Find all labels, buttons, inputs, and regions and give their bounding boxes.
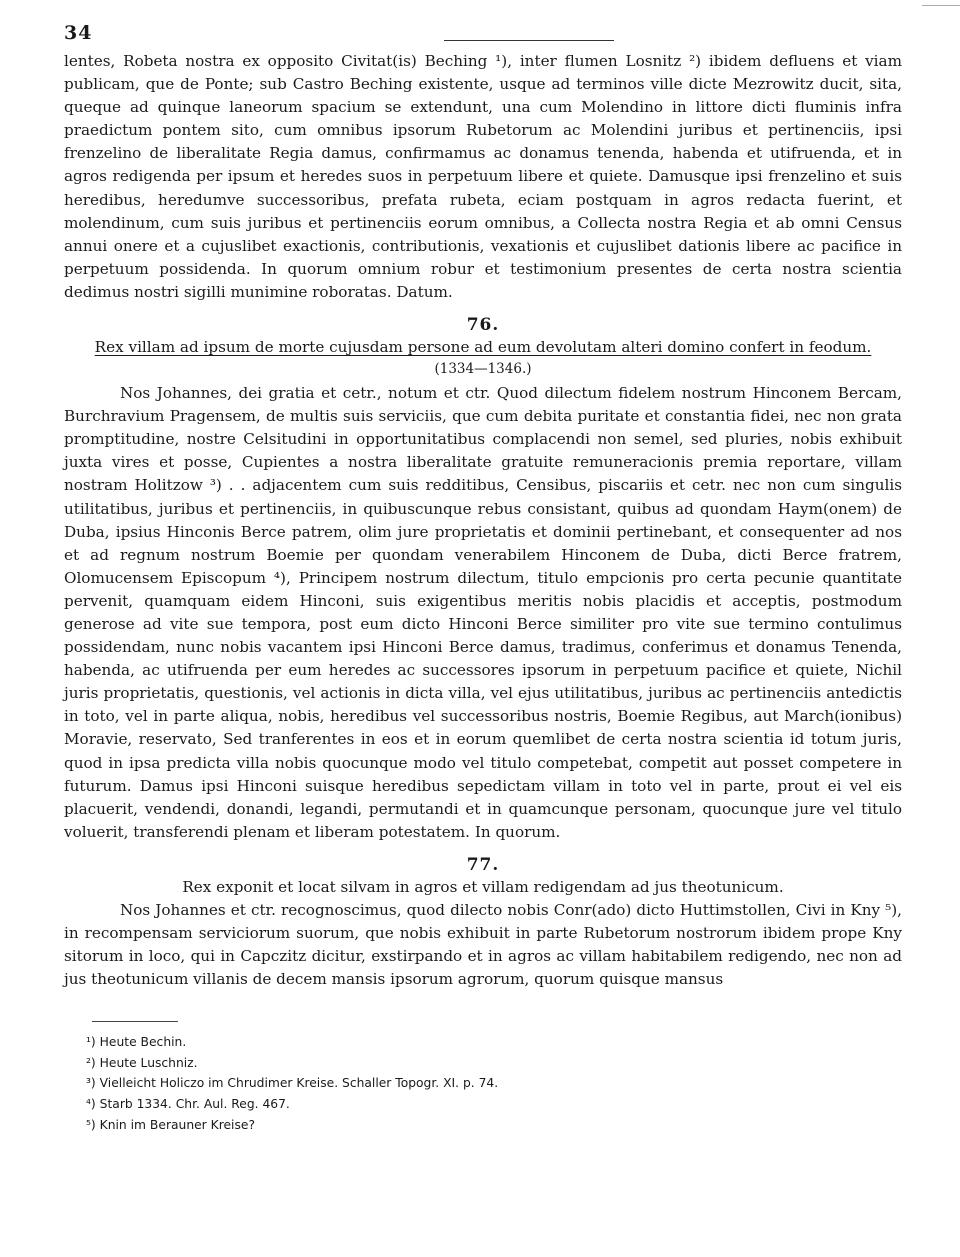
- footnote-mark: ³): [86, 1076, 96, 1091]
- footnote-text: Heute Luschniz.: [99, 1055, 198, 1070]
- corner-rule: [922, 5, 960, 6]
- footnote-rule: [92, 1021, 178, 1022]
- document-date: (1334—1346.): [434, 361, 532, 378]
- footnote-mark: ¹): [86, 1035, 96, 1050]
- footnote: [64, 1053, 902, 1074]
- document-76: [64, 314, 902, 844]
- document-regest: Rex villam ad ipsum de morte cujusdam persone ad eum devolutam alteri domino confert in feodum.: [94, 338, 872, 357]
- header-rule: [444, 40, 614, 41]
- footnote: [64, 1032, 902, 1053]
- document-text: Nos Johannes et ctr. recognoscimus, quod dilecto nobis Conr(ado) dicto Huttimstollen, Civi in Kny ⁵), in recompensam serviciorum suorum, que nobis exhibuit in parte Rubetorum nostrorum ibidem prope Kny sitorum in loco, qui in Capczitz dicitur, exstirpando et in agros ac villam habitabilem redigendo, nec non ad jus theotunicum villanis de decem mansis ipsorum agrorum, quorum quisque mansus: [64, 900, 902, 989]
- document-77: [64, 854, 902, 991]
- document-number: 77.: [466, 854, 500, 875]
- footnotes: [64, 1032, 902, 1135]
- document-text: Nos Johannes, dei gratia et cetr., notum et ctr. Quod dilectum fidelem nostrum Hinconem Bercam, Burchravium Pragensem, de multis suis serviciis, que cum debita puritate et constantia fidei, nec non grata promptitudine, nostre Celsitudini in opportunitatibus complacendi non semel, sed pluries, nobis exhibuit juxta vires et posse, Cupientes a nostra liberalitate gratuite remuneracionis premia reportare, villam nostram Holitzow ³) . . adjacentem cum suis redditibus, Censibus, piscariis et cetr. nec non cum singulis utilitatibus, juribus et pertinenciis, in quibuscunque rebus consistant, quibus ad quondam Haym(onem) de Duba, ipsius Hinconis Berce patrem, olim jure proprietatis et dominii pertinebant, et consequenter ad nos et ad regnum nostrum Boemie per quondam venerabilem Hinconem de Duba, dicti Berce fratrem, Olomucensem Episcopum ⁴), Principem nostrum dilectum, titulo empcionis pro certa pecunie quantitate pervenit, quamquam eidem Hinconi, suis exigentibus meritis nobis placidis et acceptis, postmodum generose ad vite sue tempora, post eum dicto Hinconi Berce similiter pro vite sue termino contulimus possidendam, nunc nobis vacantem ipsi Hinconi Berce damus, tradimus, conferimus et donamus Tenenda, habenda, ac utifruenda per eum heredes ac successores ipsorum in perpetuum pacifice et quiete, Nichil juris proprietatis, questionis, vel actionis in dicta villa, vel ejus utilitatibus, juribus ac pertinenciis antedictis in toto, vel in parte aliqua, nobis, heredibus vel successoribus nostris, Boemie Regibus, aut March(ionibus) Moravie, reservato, Sed tranferentes in eos et in eorum quemlibet de certa nostra scientia id totum juris, quod in ipsa predicta villa nobis quocunque modo vel titulo competebat, competit aut posset competere in futurum. Damus ipsi Hinconi suisque heredibus sepedictam villam in toto vel in parte, prout ei vel eis placuerit, vendendi, donandi, legandi, permutandi et in quamcunque personam, quocunque jure vel titulo voluerit, transferendi plenam et liberam potestatem. In quorum.: [64, 384, 902, 841]
- footnote-mark: ⁵): [86, 1117, 96, 1132]
- footnote-text: Heute Bechin.: [99, 1035, 187, 1050]
- footnote: [64, 1094, 902, 1115]
- footnote: [64, 1073, 902, 1094]
- footnote-text: Vielleicht Holiczo im Chrudimer Kreise. Schaller Topogr. XI. p. 74.: [99, 1076, 499, 1091]
- document-regest: Rex exponit et locat silvam in agros et villam redigendam ad jus theotunicum.: [182, 877, 784, 896]
- page-header: [64, 18, 902, 50]
- footnote-text: Starb 1334. Chr. Aul. Reg. 467.: [99, 1097, 290, 1112]
- footnote: [64, 1115, 902, 1136]
- footnote-text: Knin im Berauner Kreise?: [99, 1117, 255, 1132]
- page-number: 34: [64, 22, 93, 44]
- footnote-mark: ²): [86, 1055, 96, 1070]
- page: [64, 18, 902, 1135]
- document-number: 76.: [466, 315, 500, 336]
- footnote-mark: ⁴): [86, 1097, 96, 1112]
- continuation-paragraph: lentes, Robeta nostra ex opposito Civitat(is) Beching ¹), inter flumen Losnitz ²) ibidem defluens et viam publicam, que de Ponte; sub Castro Beching existente, usque ad terminos ville dicte Mezrowitz ducit, sita, queque ad quinque laneorum spacium se extendunt, una cum Molendino in littore dicti fluminis infra praedictum pontem sito, cum omnibus ipsorum Rubetorum ac Molendini juribus et pertinenciis, ipsi frenzelino de liberalitate Regia damus, confirmamus ac donamus tenenda, habenda et utifruenda, et in agros redigenda per ipsum et heredes suos in perpetuum libere et quiete. Damusque ipsi frenzelino et suis heredibus, heredumve successoribus, prefata rubeta, eciam postquam in agros redacta fuerint, et molendinum, cum suis juribus et pertinenciis eorum omnibus, a Collecta nostra Regia et ab omni Census annui onere et a cujuslibet exactionis, contributionis, vexationis et cujuslibet dationis libere ac pacifice in perpetuum possidenda. In quorum omnium robur et testimonium presentes de certa nostra scientia dedimus nostri sigilli munimine roboratas. Datum.: [64, 52, 902, 301]
